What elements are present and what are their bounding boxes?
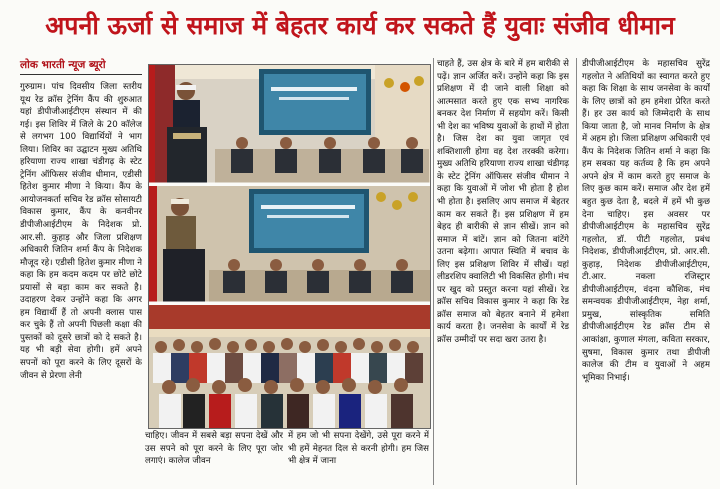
column-divider bbox=[576, 58, 577, 485]
column-divider bbox=[433, 58, 434, 485]
photo-panel-speaker-1 bbox=[149, 65, 430, 183]
article-column-2-part-1: चाहिए। जीवन में सबसे बड़ा सपना देखें और उस सपने को पूरा करने के लिए पूरा जोर लगाएं। कालेज जीवन bbox=[145, 431, 283, 467]
article-column-2-part-2: में हम जो भी सपना देखेंगे, उसे पूरा करने में भी हमें मेहनत दिल से करनी होगी। हम जिस भी क्षेत्र में जाना bbox=[288, 431, 429, 467]
event-photo bbox=[148, 64, 431, 429]
article-column-1: गुरुग्राम। पांच दिवसीय जिला स्तरीय यूथ रेड क्रॉस ट्रेनिंग कैंप की शुरुआत यहां डीपीजीआईटीएम संस्थान में की गई। इस शिविर में जिले के 20 कॉलेज से लगभग 100 विद्यार्थियों ने भाग लिया। शिविर का उद्घाटन मुख्य अतिथि हरियाणा राज्य शाखा चंडीगढ़ के स्टेट ट्रेनिंग ऑफिसर संजीव धीमान, एडीसी हितेश कुमार मीणा ने किया। कैंप के आयोजनकर्ता सचिव रेड क्रॉस सोसायटी विकास कुमार, कैंप के कनवीनर डीपीजीआईटीएम के निदेशक प्रो. आर.सी. कुहाड़ और जिला प्रशिक्षण अधिकारी जितिन शर्मा कैंप के निदेशक मौजूद रहे। एडीसी हितेश कुमार मीणा ने कहा कि हम कदम कदम पर छोटे छोटे प्रयासों से बड़ा काम कर सकते है। उदाहरण देकर उन्होंने कहा कि अगर हम विद्यार्थी हैं तो अपनी क्लास पास कर चुके हैं तो अपनी पिछली कक्षा की पुस्तकों को दूसरे छात्रों को दे सकते है। यह भी बड़ी सेवा होगी। हमें अपने सपनों को पूरा करने के लिए दूसरों के जीवन से प्रेरणा लेनी bbox=[20, 82, 142, 381]
article-column-3: चाहते हैं, उस क्षेत्र के बारे में हम बारीकी से पढ़ें। ज्ञान अर्जित करें। उन्होंने कहा कि इस प्रशिक्षण में दी जाने वाली शिक्षा को आत्मसात करते हुए एक सभ्य नागरिक बनकर देश निर्माण में सहयोग करें। किसी भी देश का भविष्य युवाओं के हाथों में होता है। जिस देश का युवा जागृत एवं शक्तिशाली होगा वह देश तरक्की करेगा। मुख्य अतिथि हरियाणा राज्य शाखा चंडीगढ़ के स्टेट ट्रेनिंग ऑफिसर संजीव धीमान ने कहा कि युवाओं में जोश भी होता है होश भी होता है। इसलिए आप समाज में बेहतर काम कर सकते हैं। इस प्रशिक्षण में हम बेहद ही बारीकी से ज्ञान सीखें। ज्ञान को समाज में बांटें। ज्ञान को जितना बांटेंगे उतना बढ़ेगा। आपात स्थिति में बचाव के लिए इस प्रशिक्षण शिविर में सीखें। यहां लीडरशिप क्वालिटी भी विकसित होगी। मंच पर खुद को प्रस्तुत करना यहां सीखें। रेड क्रॉस सचिव विकास कुमार ने कहा कि रेड क्रॉस समाज को बेहतर बनाने में हमेशा कार्य करता है। जनसेवा के कार्यों में रेड क्रॉस उम्मीदों पर सदा खरा उतरा है। bbox=[437, 59, 569, 346]
headline: अपनी ऊर्जा से समाज में बेहतर कार्य कर सकते हैं युवाः संजीव धीमान bbox=[45, 11, 675, 40]
photo-panel-speaker-2 bbox=[149, 186, 430, 302]
article-column-4: डीपीजीआईटीएम के महासचिव सुरेंद्र गहलोत ने अतिथियों का स्वागत करते हुए कहा कि शिक्षा के साथ जनसेवा के कार्यों के लिए छात्रों को हम हमेशा प्रेरित करते हैं। हर उस कार्य को जिम्मेदारी के साथ किया जाता है, जो मानव निर्माण के क्षेत्र में अहम हो। जिला प्रशिक्षण अधिकारी एवं कैंप के निदेशक जितिन शर्मा ने कहा कि हम सबका यह कर्तव्य है कि हम अपने अपने क्षेत्र में काम करते हुए समाज के लिए कुछ काम करें। समाज और देश हमें बहुत कुछ देता है, बदले में हमें भी कुछ देना चाहिए। इस अवसर पर डीपीजीआईटीएम के महासचिव सुरेंद्र गहलोत, डॉ. पीटी गहलोत, प्रबंध निदेशक, डीपीजीआईटीएम, प्रो. आर.सी. कुहाड़, निदेशक डीपीजीआईटीएम, टी.आर. नकला रजिस्ट्रार डीपीजीआईटीएम, वंदना कौशिक, मंच समन्वयक डीपीजीआईटीएम, नेहा शर्मा, प्रमुख, सांस्कृतिक समिति डीपीजीआईटीएम रेड क्रॉस टीम से आकांक्षा, कुणाल मंगला, कविता सरकार, सुषमा, विकास कुमार तथा डीपीजी कालेज की टीम व युवाओं ने अहम भूमिका निभाई। bbox=[582, 59, 710, 383]
photo-panel-group bbox=[149, 305, 430, 428]
byline: लोक भारती न्यूज ब्यूरो bbox=[20, 58, 142, 75]
